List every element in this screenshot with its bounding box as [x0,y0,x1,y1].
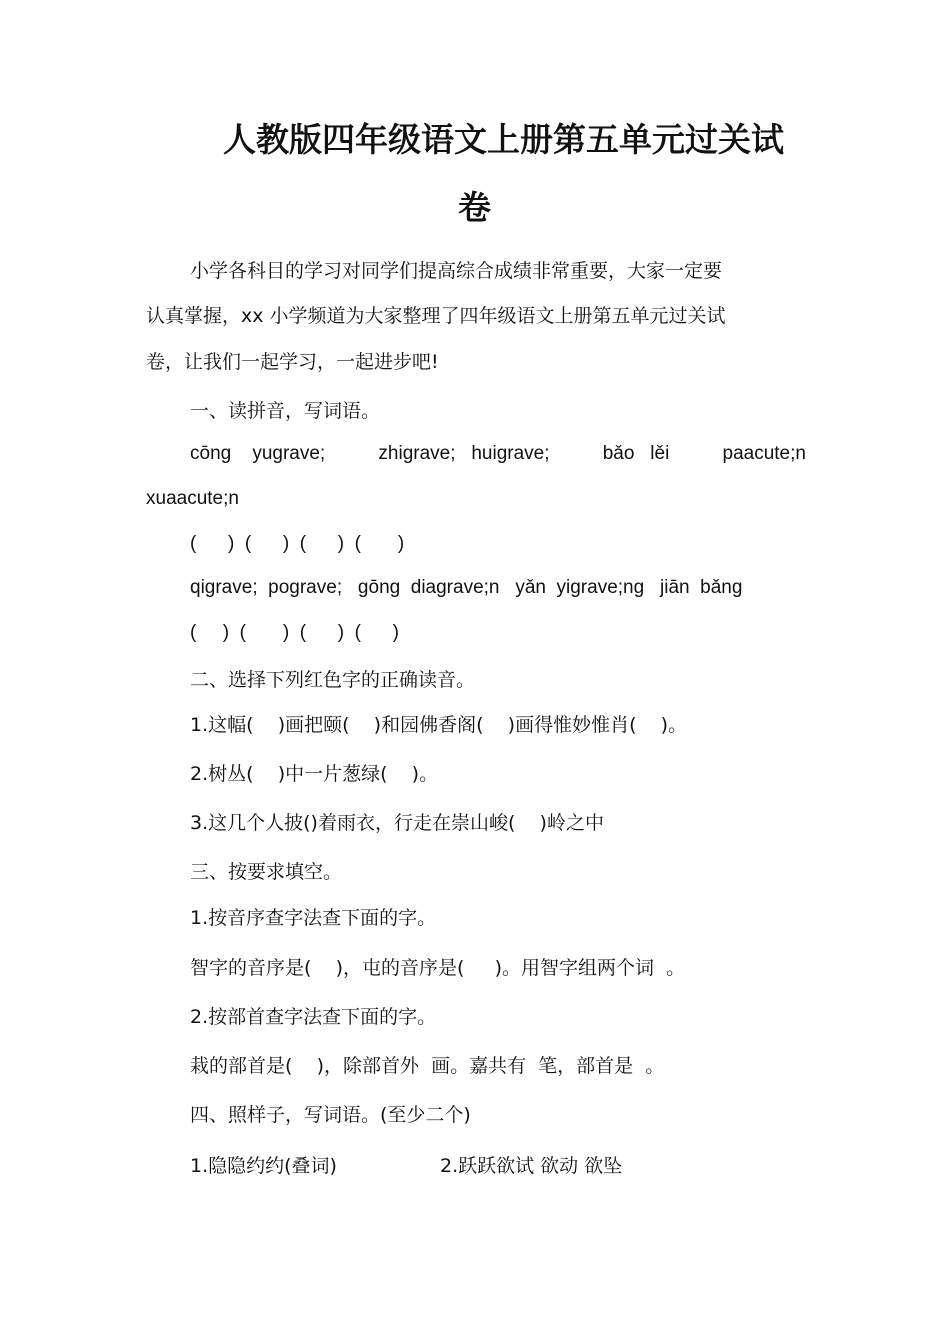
intro-line-2: 认真掌握，xx 小学频道为大家整理了四年级语文上册第五单元过关试 [146,305,726,327]
section-3-question-2-answer-line: 栽的部首是( )，除部首外 画。嘉共有 笔，部首是 。 [190,1055,665,1077]
section-2-heading: 二、选择下列红色字的正确读音。 [190,669,476,691]
intro-line-3: 卷，让我们一起学习，一起进步吧! [146,351,439,373]
section-4-item-1: 1.隐隐约约(叠词) [190,1155,337,1177]
pinyin-word: bǎo lěi [602,443,670,464]
section-4-heading: 四、照样子，写词语。(至少二个) [190,1104,471,1126]
pinyin-row-1-continued: xuaacute;n [146,488,239,509]
pinyin-word: zhigrave; huigrave; [378,443,550,464]
pinyin-word: cōng yugrave; [190,443,326,464]
section-2-question-2: 2.树丛( )中一片葱绿( )。 [190,763,439,785]
blanks-row-1: ( ) ( ) ( ) ( ) [190,533,405,554]
document-title-line-1: 人教版四年级语文上册第五单元过关试 [223,120,784,159]
intro-line-1: 小学各科目的学习对同学们提高综合成绩非常重要，大家一定要 [190,260,723,282]
section-3-question-1: 1.按音序查字法查下面的字。 [190,907,437,929]
section-3-question-2: 2.按部首查字法查下面的字。 [190,1006,437,1028]
document-title-line-2: 卷 [458,188,491,227]
section-1-heading: 一、读拼音，写词语。 [190,400,381,422]
section-3-question-1-answer-line: 智字的音序是( )，屯的音序是( )。用智字组两个词 。 [190,957,686,979]
pinyin-word: paacute;n [722,443,806,464]
section-2-question-1: 1.这幅( )画把颐( )和园佛香阁( )画得惟妙惟肖( )。 [190,714,688,736]
section-2-question-3: 3.这几个人披()着雨衣，行走在崇山峻( )岭之中 [190,812,604,834]
blanks-row-2: ( ) ( ) ( ) ( ) [190,622,399,643]
section-4-item-2: 2.跃跃欲试 欲动 欲坠 [440,1155,623,1177]
pinyin-row-1 [190,441,806,467]
pinyin-row-2: qigrave; pograve; gōng diagrave;n yǎn yigrave;ng jiān bǎng [190,577,743,598]
section-3-heading: 三、按要求填空。 [190,861,343,883]
